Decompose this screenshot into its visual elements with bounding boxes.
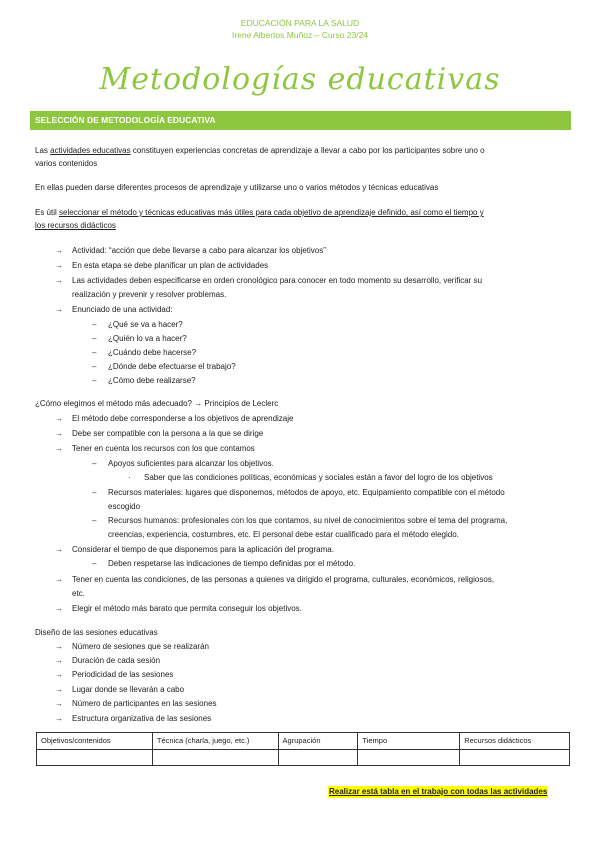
design-item: Duración de cada sesión (72, 656, 161, 665)
design-item: Lugar donde se llevarán a cabo (72, 685, 185, 694)
arrow-icon: → (55, 429, 63, 438)
section-banner: SELECCIÓN DE METODOLOGÍA EDUCATIVA (30, 111, 571, 130)
table-header-cell: Técnica (charla, juego, etc.) (152, 733, 278, 750)
sub-item: Apoyos suficientes para alcanzar los objetivos. (108, 459, 274, 468)
table-cell (358, 750, 460, 766)
list-item: Enunciado de una actividad: (72, 305, 173, 314)
question-item: ¿Cuándo debe hacerse? (108, 348, 197, 357)
sub-item: Recursos humanos: profesionales con los que contamos, su nivel de conocimientos sobre el tema del programa, (108, 516, 508, 525)
dash-bullet: – (92, 334, 97, 343)
arrow-icon: → (55, 642, 63, 651)
intro-paragraph-1: Las actividades educativas constituyen experiencias concretas de aprendizaje a llevar a cabo por los participantes sobre uno o varios contenidos (35, 146, 485, 168)
table-header-cell: Recursos didácticos (460, 733, 570, 750)
intro-paragraph-2: En ellas pueden darse diferentes procesos de aprendizaje y utilizarse uno o varios métodos y técnicas educativas (35, 183, 439, 192)
table-cell (152, 750, 278, 766)
principle-item: El método debe corresponderse a los objetivos de aprendizaje (72, 414, 294, 423)
highlighted-note: Realizar está tabla en el trabajo con todas las actividades (329, 787, 548, 796)
arrow-icon: → (55, 246, 63, 255)
dash-bullet: – (92, 362, 97, 371)
list-item: Actividad: “acción que debe llevarse a cabo para alcanzar los objetivos” (72, 246, 326, 255)
arrow-icon: → (55, 276, 63, 285)
table-cell (37, 750, 153, 766)
question-item: ¿Quién lo va a hacer? (108, 334, 187, 343)
dot-bullet: · (128, 473, 131, 482)
question-item: ¿Cómo debe realizarse? (108, 376, 196, 385)
document-header (0, 17, 600, 41)
question-item: ¿Dónde debe efectuarse el trabajo? (108, 362, 236, 371)
dash-bullet: – (92, 376, 97, 385)
arrow-icon: → (55, 261, 63, 270)
table-header-cell: Objetivos/contenidos (37, 733, 153, 750)
principle-item: Tener en cuenta los recursos con los que contamos (72, 444, 255, 453)
page-title: Metodologías educativas (99, 62, 501, 97)
arrow-icon: → (55, 714, 63, 723)
design-item: Número de participantes en las sesiones (72, 699, 217, 708)
list-item-continuation: realización y prevenir y resolver problemas. (72, 290, 227, 299)
arrow-icon: → (55, 670, 63, 679)
arrow-icon: → (55, 545, 63, 554)
sub-sub-item: Saber que las condiciones políticas, económicas y sociales están a favor del logro de los objetivos (144, 473, 493, 482)
principle-item: Considerar el tiempo de que disponemos para la aplicación del programa. (72, 545, 334, 554)
author-line: Irene Albertos Muñoz – Curso 23/24 (231, 30, 369, 40)
sub-item: Deben respetarse las indicaciones de tiempo definidas por el método. (108, 559, 356, 568)
dash-bullet: – (92, 348, 97, 357)
design-heading: Diseño de las sesiones educativas (35, 628, 158, 637)
arrow-icon: → (55, 604, 63, 613)
principle-item: Tener en cuenta las condiciones, de las personas a quienes va dirigido el programa, culturales, económicos, religiosos, (72, 575, 495, 584)
course-name: EDUCACIÓN PARA LA SALUD (240, 18, 360, 28)
dash-bullet: – (92, 488, 97, 497)
dash-bullet: – (92, 320, 97, 329)
principle-item: Elegir el método más barato que permita conseguir los objetivos. (72, 604, 302, 613)
design-item: Periodicidad de las sesiones (72, 670, 174, 679)
dash-bullet: – (92, 559, 97, 568)
intro-paragraph-3: Es útil seleccionar el método y técnicas educativas más útiles para cada objetivo de aprendizaje definido, así como el tiempo y los recursos didácticos (35, 208, 484, 230)
arrow-icon: → (55, 414, 63, 423)
method-heading: ¿Cómo elegimos el método más adecuado? → Principios de Leclerc (35, 399, 279, 408)
sub-item-continuation: creencias, experiencia, costumbres, etc. El personal debe estar cualificado para el método elegido. (108, 530, 459, 539)
arrow-icon: → (55, 656, 63, 665)
table-header-row (37, 733, 570, 750)
principle-item: Debe ser compatible con la persona a la que se dirige (72, 429, 264, 438)
arrow-icon: → (55, 305, 63, 314)
question-item: ¿Qué se va a hacer? (108, 320, 183, 329)
table-header-cell: Tiempo (358, 733, 460, 750)
underlined-phrase: seleccionar el método y técnicas educativas más útiles para cada objetivo de aprendizaje definido, así como el tiempo y (59, 208, 484, 217)
dash-bullet: – (92, 459, 97, 468)
arrow-icon: → (55, 575, 63, 584)
design-item: Número de sesiones que se realizarán (72, 642, 209, 651)
dash-bullet: – (92, 516, 97, 525)
table-row (37, 750, 570, 766)
table-header-cell: Agrupación (278, 733, 358, 750)
activities-table (36, 732, 570, 766)
design-item: Estructura organizativa de las sesiones (72, 714, 212, 723)
list-item: Las actividades deben especificarse en orden cronológico para conocer en todo momento su desarrollo, verificar su (72, 276, 483, 285)
arrow-icon: → (55, 444, 63, 453)
arrow-icon: → (55, 685, 63, 694)
arrow-icon: → (55, 699, 63, 708)
sub-item: Recursos materiales: lugares que disponemos, métodos de apoyo, etc. Equipamiento compatible con el método (108, 488, 505, 497)
principle-item-continuation: etc. (72, 589, 85, 598)
table-cell (460, 750, 570, 766)
list-item: En esta etapa se debe planificar un plan de actividades (72, 261, 269, 270)
table-cell (278, 750, 358, 766)
sub-item-continuation: escogido (108, 502, 141, 511)
underlined-term: actividades educativas (50, 146, 131, 155)
